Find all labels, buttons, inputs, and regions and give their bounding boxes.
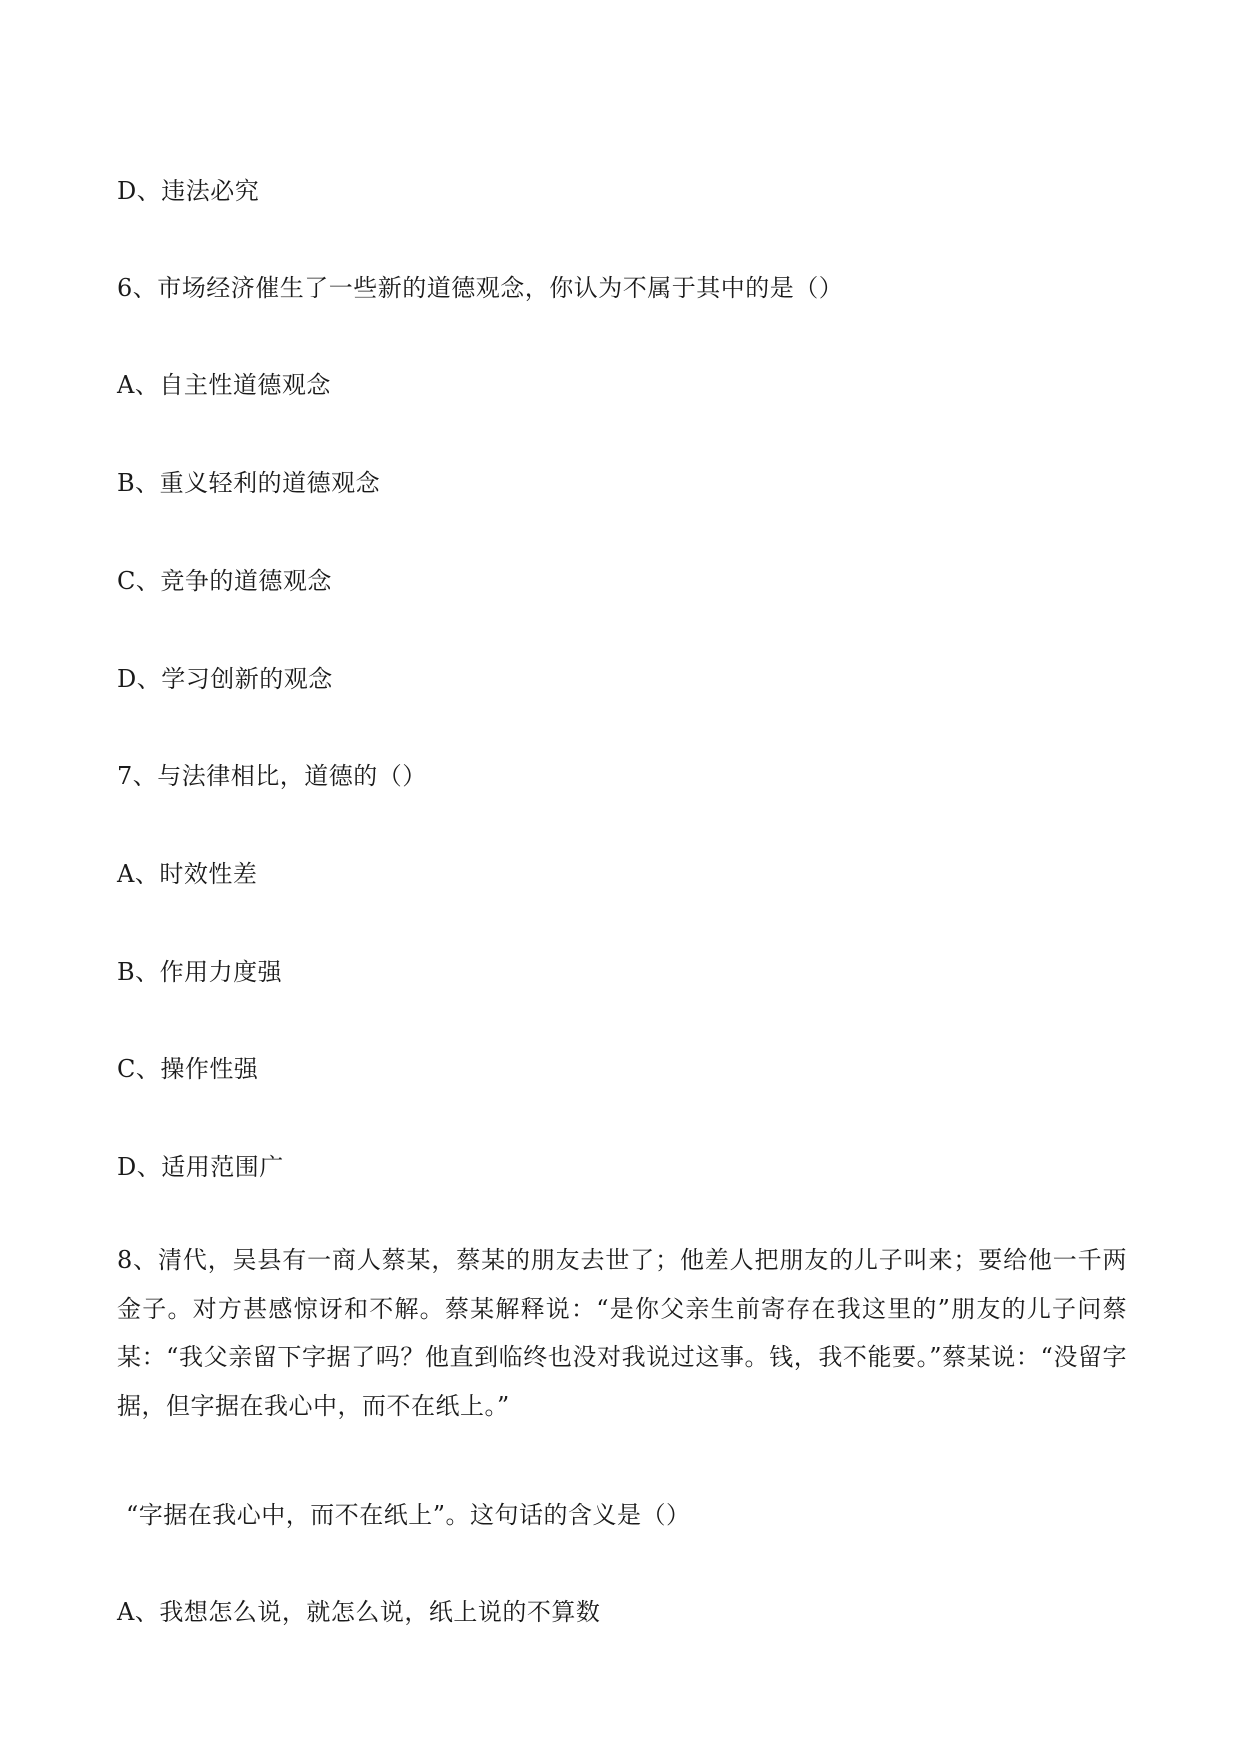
option-c-q7: C、操作性强 — [117, 1055, 259, 1083]
question-6: 6、市场经济催生了一些新的道德观念，你认为不属于其中的是（） — [117, 274, 844, 302]
question-8-prompt: “字据在我心中，而不在纸上”。这句话的含义是（） — [126, 1501, 691, 1529]
question-7: 7、与法律相比，道德的（） — [117, 762, 427, 790]
option-a-q8: A、我想怎么说，就怎么说，纸上说的不算数 — [117, 1598, 601, 1626]
option-d-q7: D、适用范围广 — [117, 1153, 284, 1181]
option-d-q5: D、违法必究 — [117, 177, 260, 205]
question-8-passage: 8、清代，吴县有一商人蔡某，蔡某的朋友去世了；他差人把朋友的儿子叫来；要给他一千两金子。对方甚感惊讶和不解。蔡某解释说：“是你父亲生前寄存在我这里的”朋友的儿子问蔡某：“我父亲留下字据了吗？他直到临终也没对我说过这事。钱，我不能要。”蔡某说：“没留字据，但字据在我心中，而不在纸上。” — [117, 1246, 1127, 1420]
option-c-q6: C、竞争的道德观念 — [117, 567, 332, 595]
option-a-q7: A、时效性差 — [117, 860, 258, 888]
option-a-q6: A、自主性道德观念 — [117, 371, 331, 399]
option-b-q6: B、重义轻利的道德观念 — [117, 469, 381, 497]
option-d-q6: D、学习创新的观念 — [117, 665, 333, 693]
option-b-q7: B、作用力度强 — [117, 958, 283, 986]
